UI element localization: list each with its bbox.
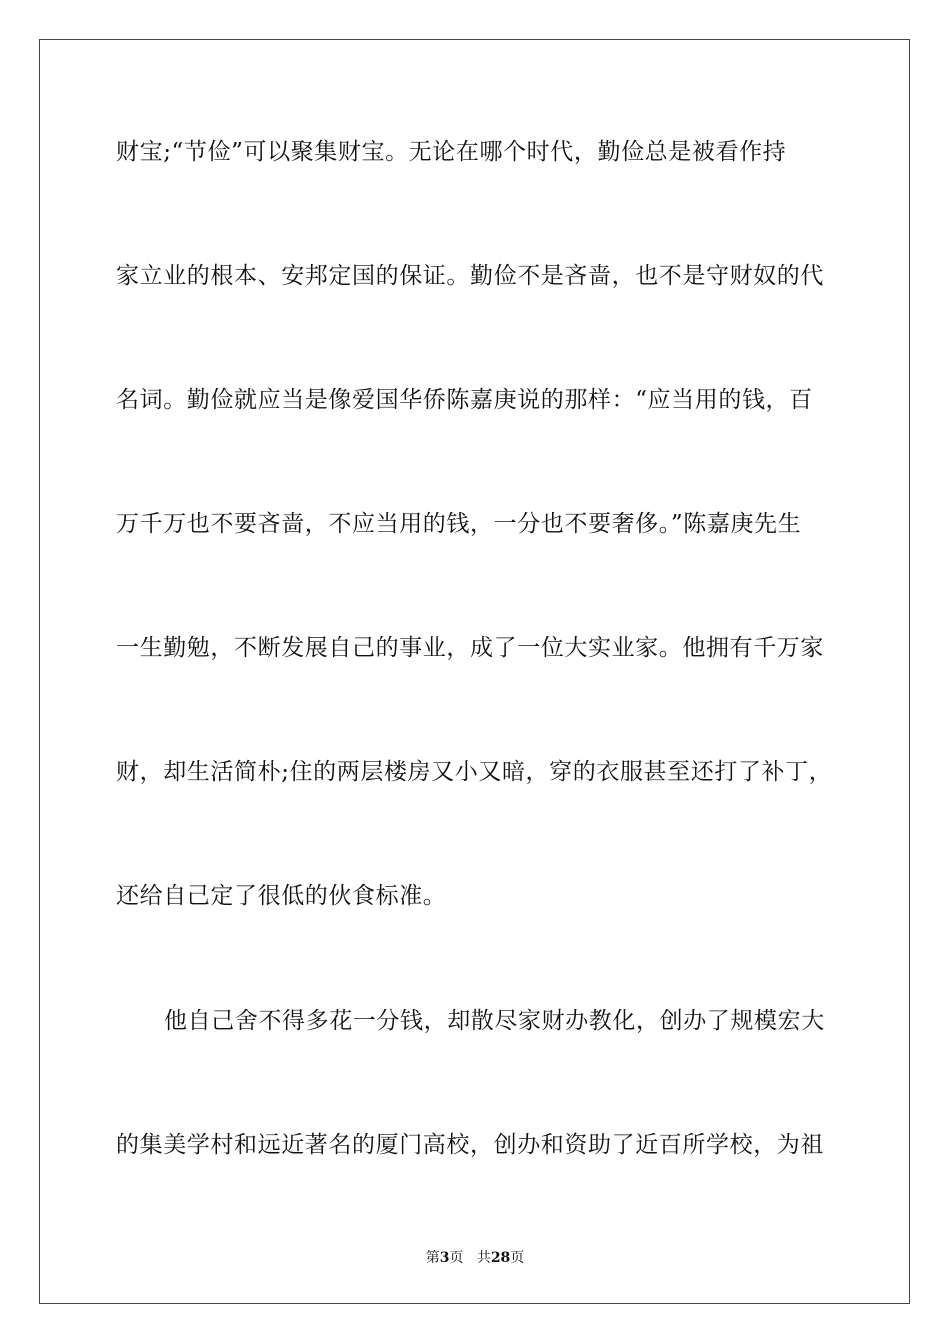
page-prefix: 第 — [425, 1250, 440, 1266]
body-text-line: 财宝;“节俭”可以聚集财宝。无论在哪个时代，勤俭总是被看作持 — [116, 139, 787, 165]
page-number: 3 — [439, 1250, 450, 1266]
total-pages: 28 — [490, 1250, 511, 1266]
page-suffix: 页 — [449, 1250, 464, 1266]
body-text-line: 万千万也不要吝啬，不应当用的钱，一分也不要奢侈。”陈嘉庚先生 — [116, 511, 802, 537]
body-text-line: 家立业的根本、安邦定国的保证。勤俭不是吝啬，也不是守财奴的代 — [116, 263, 824, 289]
body-text-line: 的集美学村和远近著名的厦门高校，创办和资助了近百所学校，为祖 — [116, 1132, 824, 1158]
page-border — [39, 39, 910, 1304]
body-text-line: 名词。勤俭就应当是像爱国华侨陈嘉庚说的那样：“应当用的钱，百 — [116, 387, 813, 413]
paragraph-start-line: 他自己舍不得多花一分钱，却散尽家财办教化，创办了规模宏大 — [164, 1008, 825, 1034]
page-footer — [0, 1249, 950, 1267]
body-text-line: 一生勤勉，不断发展自己的事业，成了一位大实业家。他拥有千万家 — [116, 635, 824, 661]
body-text-line: 还给自己定了很低的伙食标准。 — [116, 883, 447, 909]
total-suffix: 页 — [510, 1250, 525, 1266]
body-text-line: 财，却生活简朴;住的两层楼房又小又暗，穿的衣服甚至还打了补丁， — [116, 759, 833, 785]
total-prefix: 共 — [476, 1250, 491, 1266]
